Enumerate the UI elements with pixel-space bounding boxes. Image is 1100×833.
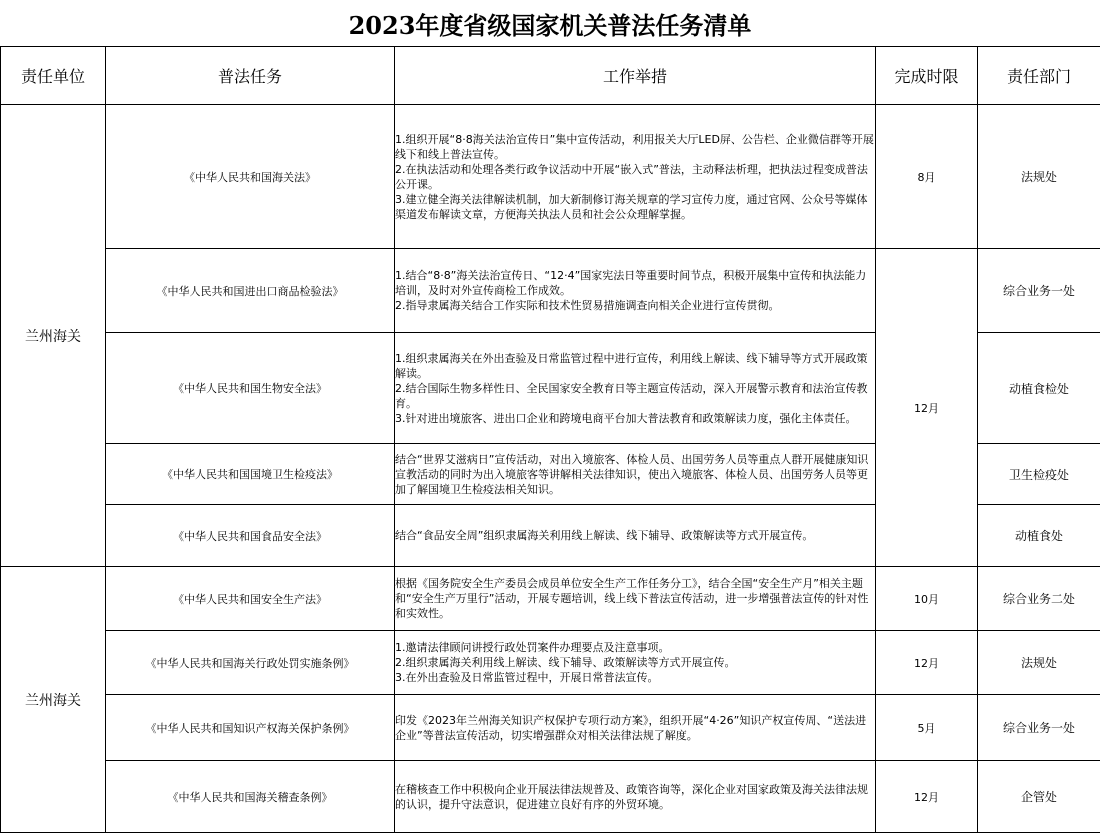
measure-cell: 印发《2023年兰州海关知识产权保护专项行动方案》，组织开展“4·26”知识产权宣传周、“送法进企业”等普法宣传活动，切实增强群众对相关法律法规了解度。 (395, 695, 876, 761)
department-cell: 综合业务一处 (978, 249, 1100, 333)
department-cell: 动植食处 (978, 505, 1100, 567)
department-cell: 综合业务一处 (978, 695, 1100, 761)
task-cell: 《中华人民共和国海关稽查条例》 (106, 761, 395, 833)
measure-cell: 1.组织隶属海关在外出查验及日常监管过程中进行宣传，利用线上解读、线下辅导等方式开展政策解读。 2.结合国际生物多样性日、全民国家安全教育日等主题宣传活动，深入开展警示教育和法治宣传教育。 3.针对进出境旅客、进出口企业和跨境电商平台加大普法教育和政策解读力度，强化主体责任。 (395, 333, 876, 444)
department-cell: 综合业务二处 (978, 567, 1100, 631)
unit-cell: 兰州海关 (1, 105, 106, 567)
department-cell: 企管处 (978, 761, 1100, 833)
table-row (1, 105, 1100, 249)
deadline-cell: 12月 (876, 249, 978, 567)
header-row (1, 47, 1100, 105)
table-row (1, 695, 1100, 761)
measure-cell: 1.结合“8·8”海关法治宣传日、“12·4”国家宪法日等重要时间节点，积极开展集中宣传和执法能力培训，及时对外宣传商检工作成效。 2.指导隶属海关结合工作实际和技术性贸易措施调查向相关企业进行宣传贯彻。 (395, 249, 876, 333)
department-cell: 法规处 (978, 105, 1100, 249)
task-cell: 《中华人民共和国海关行政处罚实施条例》 (106, 631, 395, 695)
header-measures: 工作举措 (395, 47, 876, 105)
deadline-cell: 10月 (876, 567, 978, 631)
header-deadline: 完成时限 (876, 47, 978, 105)
table-row (1, 567, 1100, 631)
task-cell: 《中华人民共和国进出口商品检验法》 (106, 249, 395, 333)
header-department: 责任部门 (978, 47, 1100, 105)
measure-cell: 在稽核查工作中积极向企业开展法律法规普及、政策咨询等，深化企业对国家政策及海关法律法规的认识，提升守法意识，促进建立良好有序的外贸环境。 (395, 761, 876, 833)
unit-cell: 兰州海关 (1, 567, 106, 833)
task-cell: 《中华人民共和国国境卫生检疫法》 (106, 444, 395, 505)
deadline-cell: 12月 (876, 631, 978, 695)
task-cell: 《中华人民共和国海关法》 (106, 105, 395, 249)
table-row (1, 631, 1100, 695)
task-cell: 《中华人民共和国安全生产法》 (106, 567, 395, 631)
measure-cell: 1.邀请法律顾问讲授行政处罚案件办理要点及注意事项。 2.组织隶属海关利用线上解读、线下辅导、政策解读等方式开展宣传。 3.在外出查验及日常监管过程中，开展日常普法宣传。 (395, 631, 876, 695)
task-cell: 《中华人民共和国食品安全法》 (106, 505, 395, 567)
header-unit: 责任单位 (1, 47, 106, 105)
task-cell: 《中华人民共和国生物安全法》 (106, 333, 395, 444)
table-row (1, 249, 1100, 333)
department-cell: 动植食检处 (978, 333, 1100, 444)
header-task: 普法任务 (106, 47, 395, 105)
task-cell: 《中华人民共和国知识产权海关保护条例》 (106, 695, 395, 761)
table-row (1, 761, 1100, 833)
page-title: 2023年度省级国家机关普法任务清单 (0, 0, 1100, 46)
deadline-cell: 12月 (876, 761, 978, 833)
deadline-cell: 5月 (876, 695, 978, 761)
deadline-cell: 8月 (876, 105, 978, 249)
task-table (0, 46, 1100, 833)
measure-cell: 1.组织开展“8·8海关法治宣传日”集中宣传活动，利用报关大厅LED屏、公告栏、企业微信群等开展线下和线上普法宣传。 2.在执法活动和处理各类行政争议活动中开展“嵌入式”普法，主动释法析理，把执法过程变成普法公开课。 3.建立健全海关法律解读机制，加大新制修订海关规章的学习宣传力度，通过官网、公众号等媒体渠道发布解读文章，方便海关执法人员和社会公众理解掌握。 (395, 105, 876, 249)
department-cell: 法规处 (978, 631, 1100, 695)
measure-cell: 结合“食品安全周”组织隶属海关利用线上解读、线下辅导、政策解读等方式开展宣传。 (395, 505, 876, 567)
department-cell: 卫生检疫处 (978, 444, 1100, 505)
measure-cell: 结合“世界艾滋病日”宣传活动，对出入境旅客、体检人员、出国劳务人员等重点人群开展健康知识宣教活动的同时为出入境旅客等讲解相关法律知识，使出入境旅客、体检人员、出国劳务人员等更加了解国境卫生检疫法相关知识。 (395, 444, 876, 505)
measure-cell: 根据《国务院安全生产委员会成员单位安全生产工作任务分工》，结合全国“安全生产月”相关主题和“安全生产万里行”活动，开展专题培训，线上线下普法宣传活动，进一步增强普法宣传的针对性和实效性。 (395, 567, 876, 631)
